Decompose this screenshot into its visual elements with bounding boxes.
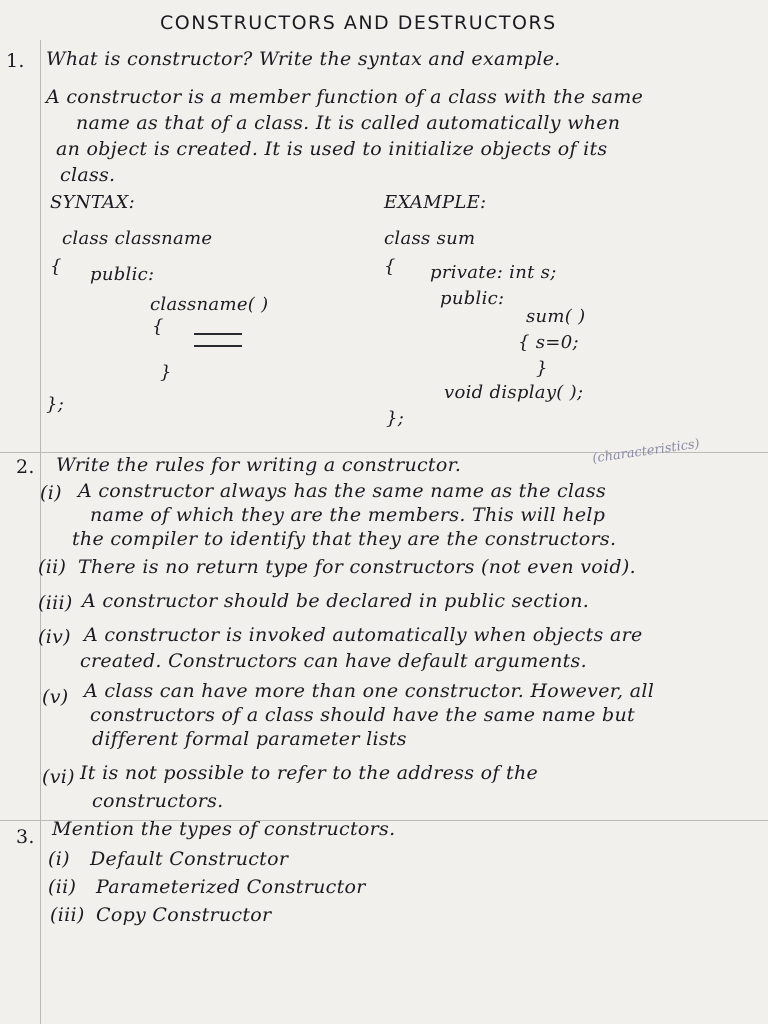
question-text: What is constructor? Write the syntax and example. bbox=[46, 48, 561, 70]
rule-number: (i) bbox=[40, 482, 62, 504]
type-label: Default Constructor bbox=[90, 848, 289, 870]
margin-note: (characteristics) bbox=[591, 436, 701, 467]
code-line: classname( ) bbox=[150, 294, 269, 315]
rule-line: A constructor always has the same name as the class bbox=[78, 480, 607, 502]
rule-line: There is no return type for constructors (not even void). bbox=[78, 556, 636, 578]
rule-line: constructors of a class should have the same name but bbox=[90, 704, 635, 726]
rule-line: created. Constructors can have default arguments. bbox=[80, 650, 587, 672]
code-line: { bbox=[152, 316, 164, 337]
rule-number: (iv) bbox=[38, 626, 71, 648]
code-line: }; bbox=[46, 394, 65, 415]
rule-line: name of which they are the members. This will help bbox=[90, 504, 606, 526]
rule-number: (v) bbox=[42, 686, 69, 708]
rule-line: constructors. bbox=[92, 790, 224, 812]
margin-line bbox=[40, 40, 41, 1024]
code-line: } bbox=[160, 362, 172, 383]
rule-line: the compiler to identify that they are the constructors. bbox=[72, 528, 617, 550]
rule-number: (vi) bbox=[42, 766, 75, 788]
rule-line: different formal parameter lists bbox=[92, 728, 407, 750]
question-text: Write the rules for writing a constructor. bbox=[56, 454, 462, 476]
rule-line: A class can have more than one constructor. However, all bbox=[84, 680, 655, 702]
type-number: (ii) bbox=[48, 876, 77, 898]
rule-number: (iii) bbox=[38, 592, 73, 614]
rule-line: A constructor is invoked automatically when objects are bbox=[84, 624, 643, 646]
answer-line: class. bbox=[60, 164, 116, 186]
answer-line: A constructor is a member function of a class with the same bbox=[46, 86, 644, 108]
code-line: class sum bbox=[384, 228, 476, 249]
answer-line: an object is created. It is used to initialize objects of its bbox=[56, 138, 608, 160]
code-line: }; bbox=[386, 408, 405, 429]
type-number: (iii) bbox=[50, 904, 85, 926]
question-number: 2. bbox=[16, 456, 35, 478]
question-number: 1. bbox=[6, 50, 25, 72]
placeholder-mark bbox=[194, 333, 242, 335]
question-text: Mention the types of constructors. bbox=[52, 818, 396, 840]
code-line: class classname bbox=[62, 228, 213, 249]
type-label: Parameterized Constructor bbox=[96, 876, 366, 898]
code-line: { bbox=[50, 256, 62, 277]
code-line: private: int s; bbox=[430, 262, 557, 283]
syntax-heading: SYNTAX: bbox=[50, 192, 135, 213]
example-heading: EXAMPLE: bbox=[384, 192, 487, 213]
code-line: public: bbox=[90, 264, 155, 285]
question-number: 3. bbox=[16, 826, 35, 848]
type-number: (i) bbox=[48, 848, 70, 870]
placeholder-mark bbox=[194, 345, 242, 347]
code-line: { s=0; bbox=[518, 332, 579, 353]
code-line: { bbox=[384, 256, 396, 277]
rule-number: (ii) bbox=[38, 556, 67, 578]
rule-line: A constructor should be declared in public section. bbox=[82, 590, 590, 612]
type-label: Copy Constructor bbox=[96, 904, 272, 926]
code-line: sum( ) bbox=[526, 306, 586, 327]
code-line: } bbox=[536, 358, 548, 379]
code-line: void display( ); bbox=[444, 382, 584, 403]
page-title: CONSTRUCTORS AND DESTRUCTORS bbox=[160, 12, 557, 34]
code-line: public: bbox=[440, 288, 505, 309]
rule-line: It is not possible to refer to the address of the bbox=[80, 762, 539, 784]
answer-line: name as that of a class. It is called automatically when bbox=[76, 112, 621, 134]
